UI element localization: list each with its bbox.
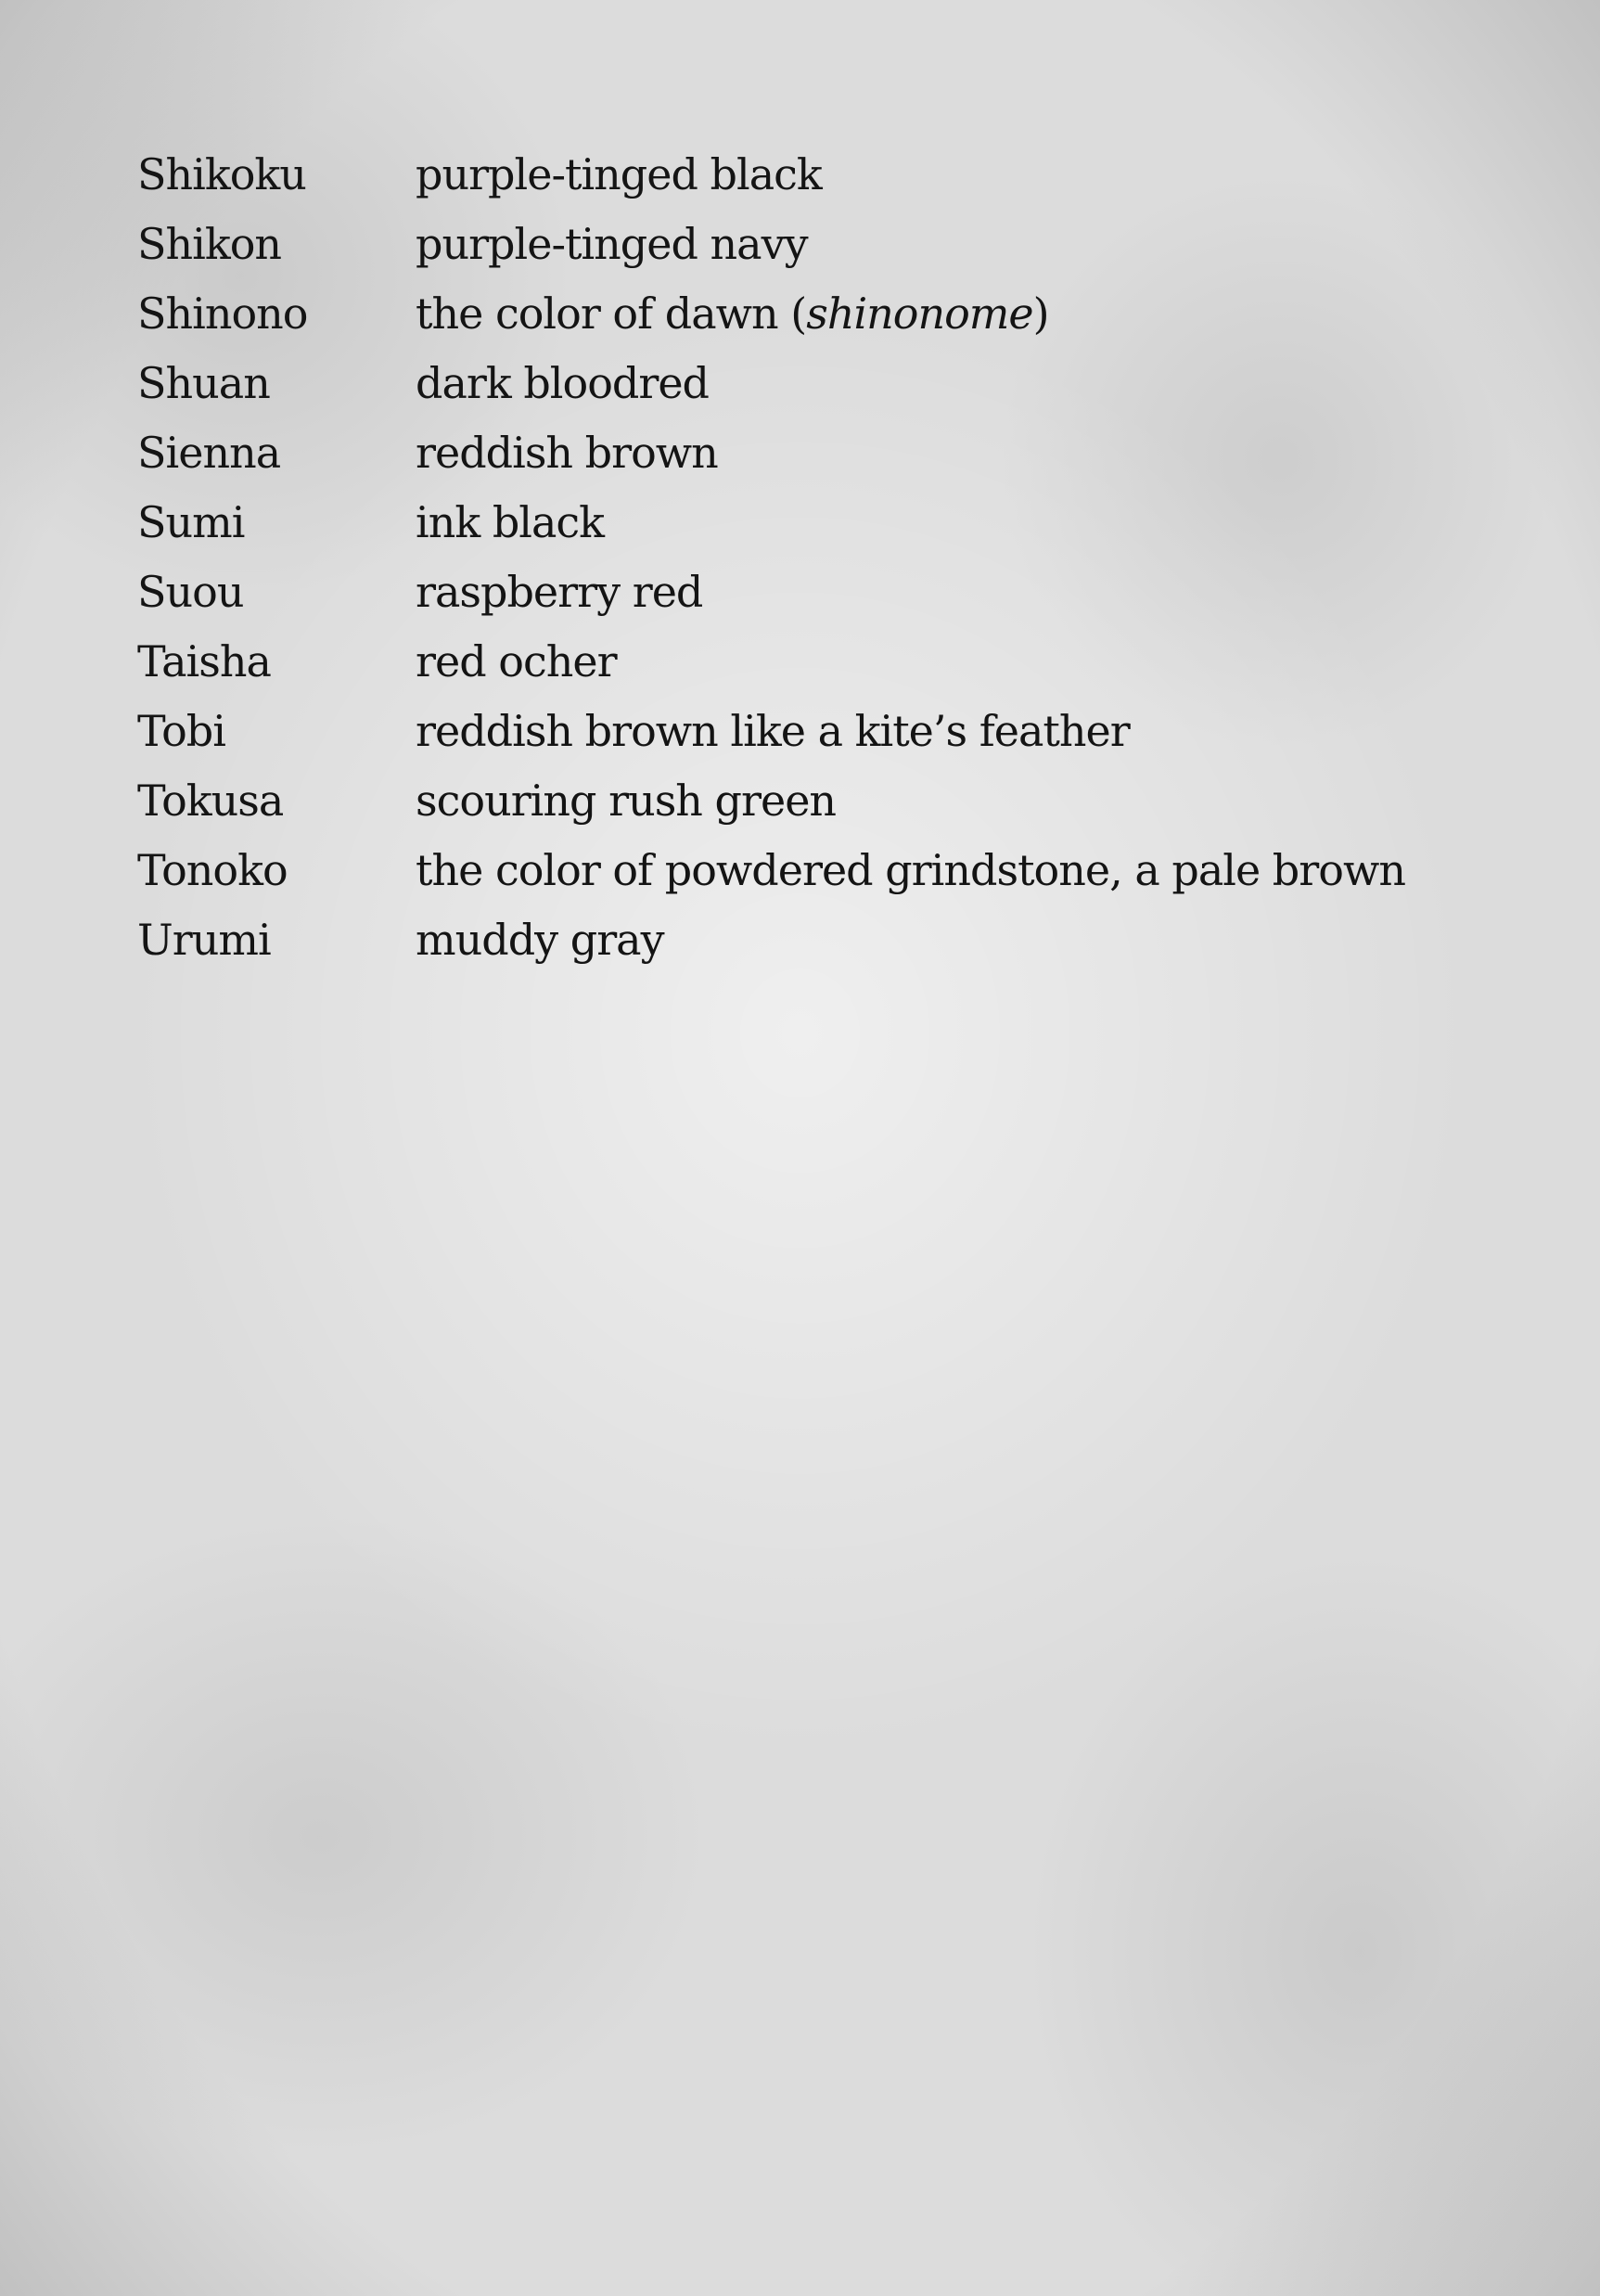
glossary-term: Tokusa xyxy=(137,775,284,826)
glossary-definition: purple-tinged navy xyxy=(416,218,808,269)
glossary-entry xyxy=(137,209,1454,278)
glossary-term: Taisha xyxy=(137,635,271,686)
glossary-definition: purple-tinged black xyxy=(416,148,822,199)
definition-text: the color of dawn ( xyxy=(416,288,807,339)
glossary-definition: raspberry red xyxy=(416,566,703,617)
glossary-entry xyxy=(137,765,1454,835)
glossary-definition: ink black xyxy=(416,496,605,547)
glossary-term: Sienna xyxy=(137,427,281,478)
definition-text: ) xyxy=(1032,288,1049,339)
color-glossary-list xyxy=(137,139,1454,974)
glossary-term: Tobi xyxy=(137,705,225,756)
glossary-entry xyxy=(137,557,1454,626)
glossary-definition: scouring rush green xyxy=(416,775,837,826)
glossary-entry xyxy=(137,626,1454,696)
glossary-entry xyxy=(137,348,1454,417)
glossary-definition: reddish brown like a kite’s feather xyxy=(416,705,1130,756)
glossary-definition: red ocher xyxy=(416,635,617,686)
glossary-term: Urumi xyxy=(137,914,271,965)
glossary-term: Shuan xyxy=(137,357,270,408)
glossary-term: Suou xyxy=(137,566,244,617)
glossary-entry xyxy=(137,487,1454,557)
glossary-term: Tonoko xyxy=(137,844,288,895)
glossary-entry xyxy=(137,278,1454,348)
definition-italic-term: shinonome xyxy=(806,288,1033,339)
glossary-definition: the color of powdered grindstone, a pale brown xyxy=(416,844,1405,895)
glossary-definition: muddy gray xyxy=(416,914,664,965)
glossary-definition xyxy=(416,289,1454,339)
glossary-definition: reddish brown xyxy=(416,427,718,478)
glossary-term: Shikoku xyxy=(137,148,306,199)
glossary-term: Sumi xyxy=(137,496,245,547)
glossary-term: Shinono xyxy=(137,288,308,339)
glossary-entry xyxy=(137,835,1454,904)
glossary-definition: dark bloodred xyxy=(416,357,710,408)
glossary-entry xyxy=(137,904,1454,974)
glossary-term: Shikon xyxy=(137,218,282,269)
glossary-entry xyxy=(137,139,1454,209)
glossary-entry xyxy=(137,696,1454,765)
glossary-entry xyxy=(137,417,1454,487)
